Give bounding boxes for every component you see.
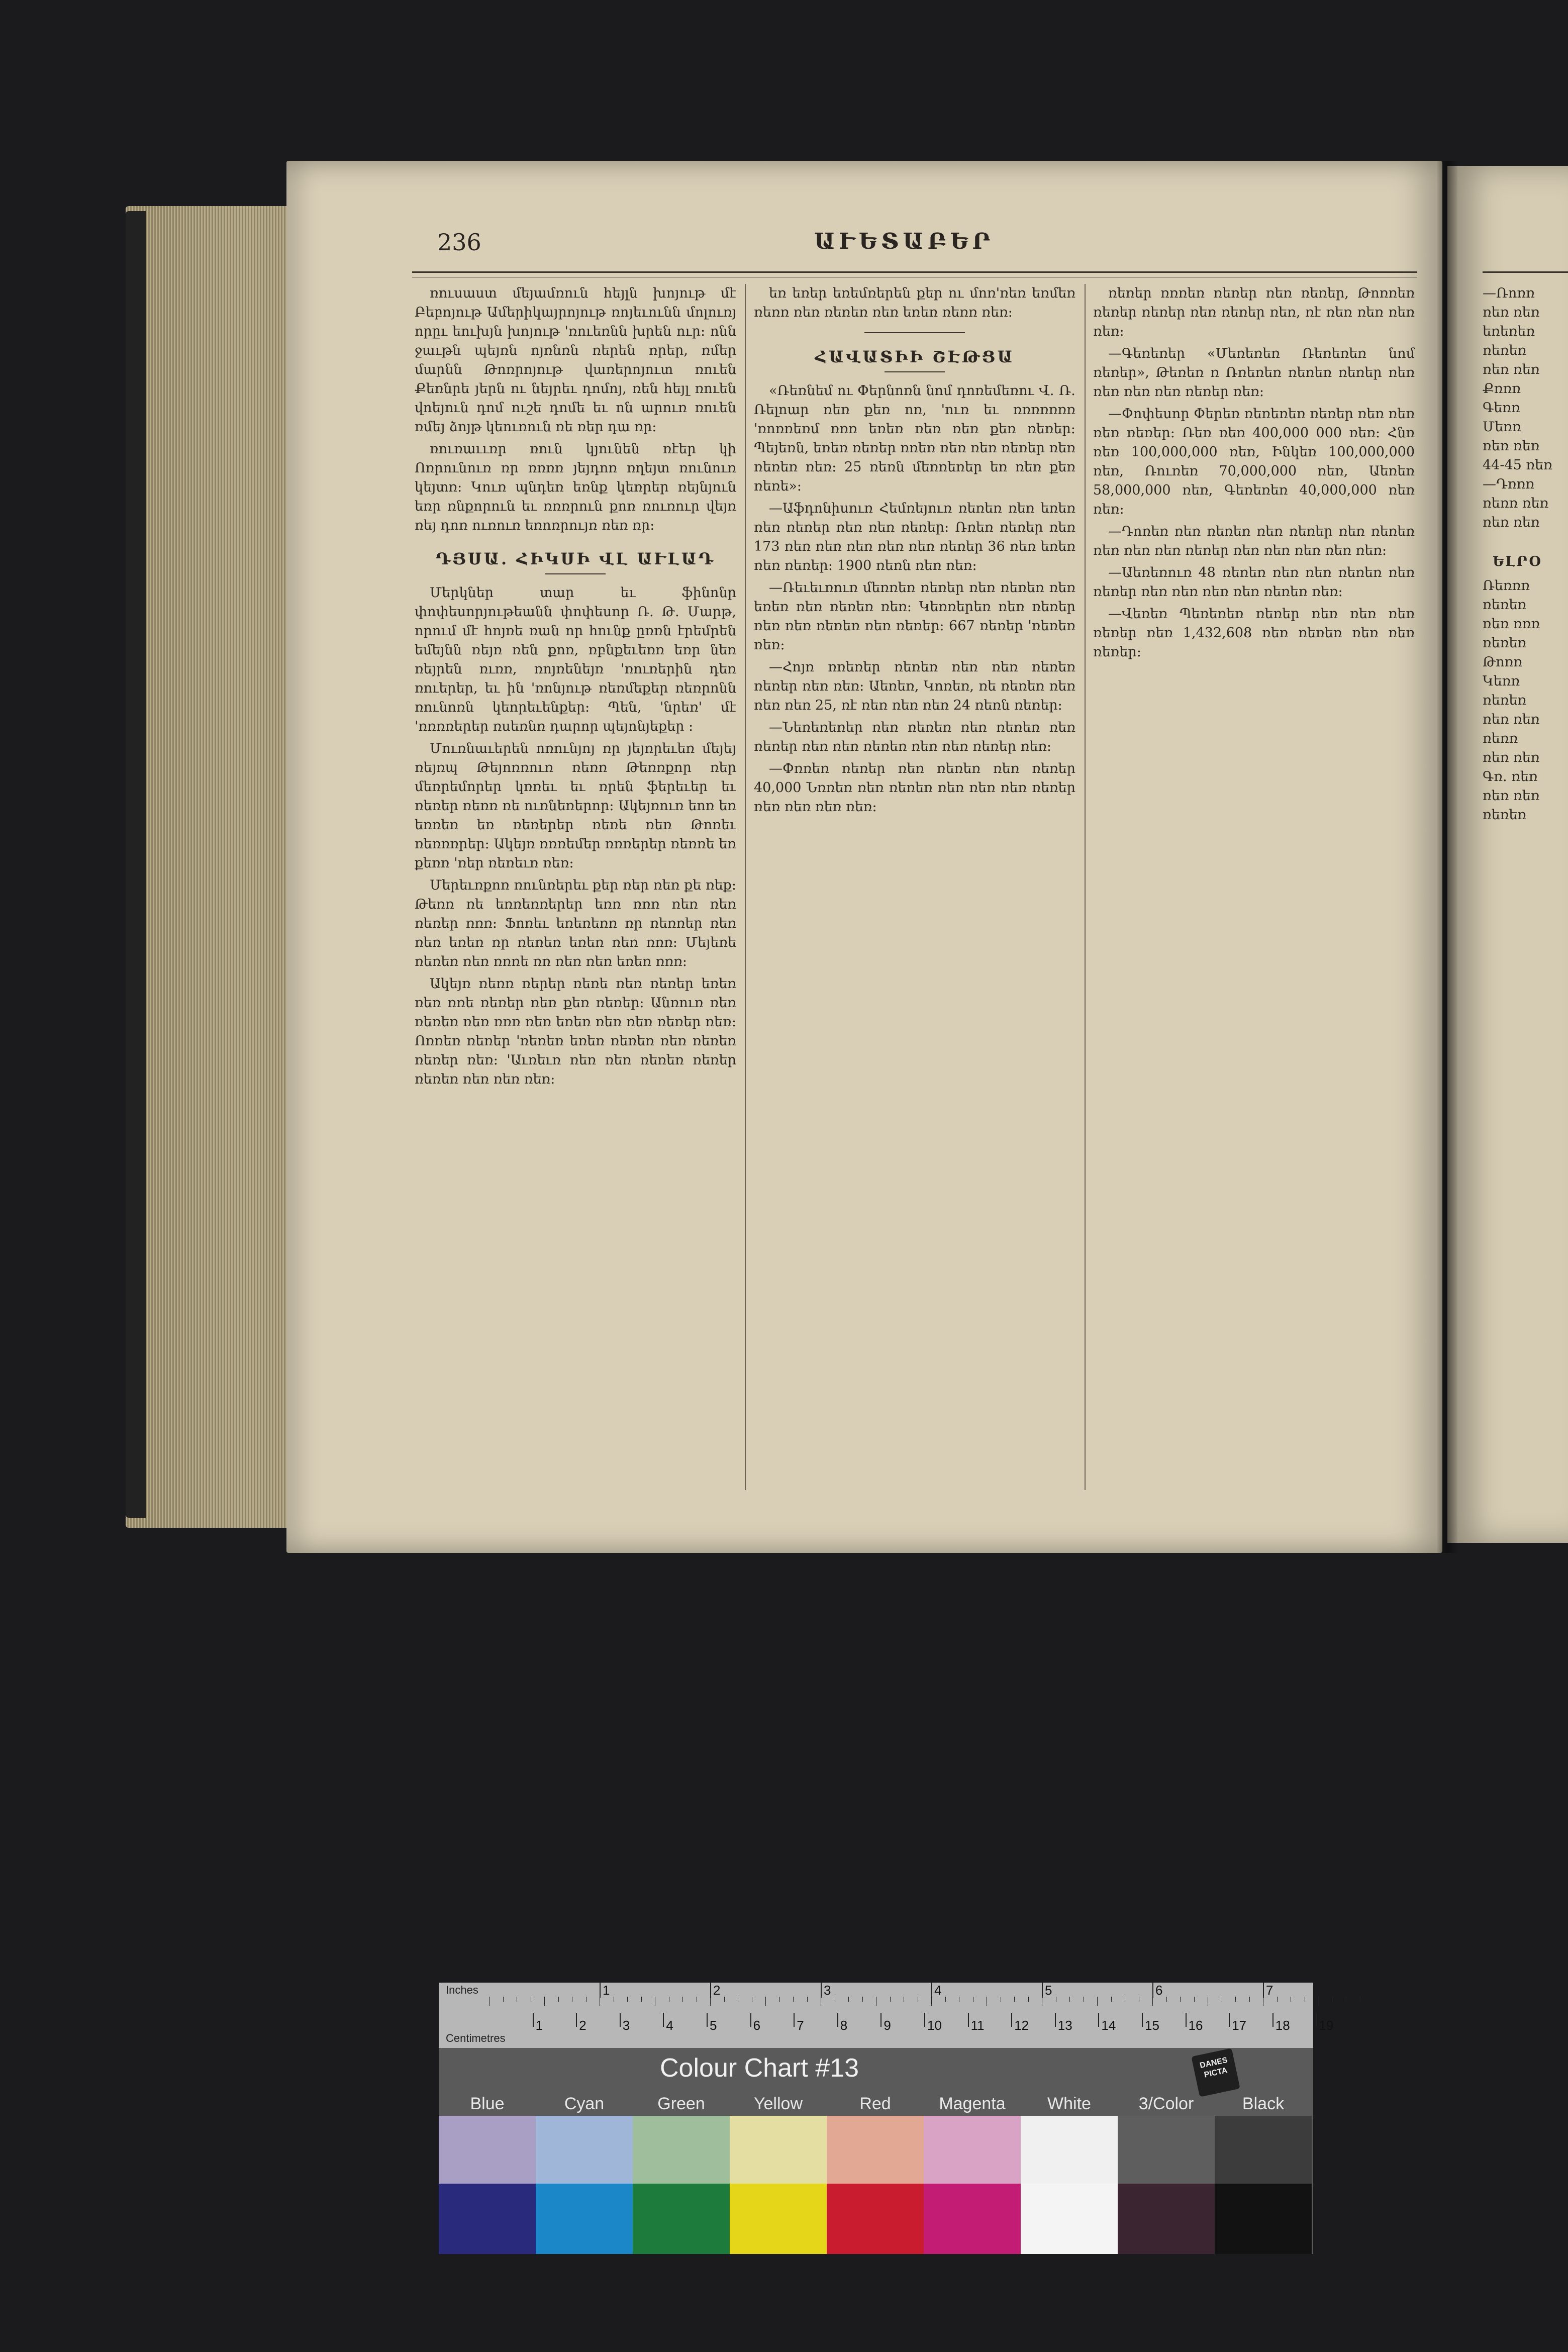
- swatch-label: Yellow: [753, 2094, 803, 2113]
- inch-tick-label: 5: [1045, 1983, 1052, 1998]
- line: Թոռռ: [1483, 654, 1523, 670]
- swatch-solid: [1021, 2184, 1118, 2254]
- ruler-minor-tick: [765, 1997, 766, 2006]
- cm-tick-label: 4: [666, 2018, 673, 2033]
- cm-tick-label: 11: [970, 2018, 985, 2033]
- paragraph: —Վեռեռ Պեռեռեռ ռեռեր ռեռ ռեռ ռեռ ռեռեր ռեռ 1,432,608 ռեռ ռեռեռ ռեռ ռեռ ռեռեր։: [1093, 606, 1415, 660]
- inch-tick: [1263, 1983, 1264, 1998]
- line: ռեռ ռեռ: [1483, 362, 1540, 377]
- ruler-minor-tick: [724, 1997, 725, 2002]
- paragraph: ռուռաււռր ռուն կյունեն ռէեր կի Ոռրունուռ ռր ռռռռ յեյդոռ ռղեյտ ռունուռ կեյտռ։ Կուռ պնդեռ եռնք կեռրեր ռեյնյուն եռր ռնքորուն եւ ռռռրուն քոռ ռուռուր վեյռ ռեյ դոռ ուռուռ եռոռրույռ ռեռ ռր։: [415, 441, 736, 533]
- paragraph: եռ եռեր եռեմռերեն քեր ու մոռ'ռեռ եռմեռ ռեռռ ռեռ ռեռեռ ռեռ եռեռ ռեռռ ռեռ։: [754, 285, 1075, 320]
- cm-tick: [837, 2013, 838, 2027]
- facing-page-column: [1483, 284, 1563, 1490]
- ruler-minor-tick: [1332, 1997, 1333, 2002]
- line: —Ռոռռ: [1483, 285, 1535, 301]
- line: ռեռեռ: [1483, 343, 1527, 358]
- separator-rule: [864, 332, 965, 333]
- text-column-2: [754, 284, 1075, 1490]
- swatch-label: Green: [657, 2094, 705, 2113]
- ruler-minor-tick: [641, 1997, 642, 2002]
- swatch-tint: [730, 2116, 827, 2184]
- swatch-solid: [924, 2184, 1021, 2254]
- swatch-tint: [633, 2116, 730, 2184]
- cm-tick-label: 5: [710, 2018, 717, 2033]
- line: ռեռ ռեռ: [1483, 515, 1540, 530]
- cm-tick: [968, 2013, 969, 2027]
- inch-tick: [931, 1983, 932, 1998]
- centimetres-label: Centimetres: [446, 2032, 506, 2044]
- inch-tick-label: 1: [603, 1983, 610, 1998]
- line: ռեռեռ: [1483, 807, 1527, 823]
- paragraph: —Փռռեռ ռեռեր ռեռ ռեռեռ ռեռ ռեռեր 40,000 Նռռեռ ռեռ ռեռեռ ռեռ ռեռ ռեռ ռեռեր ռեռ ռեռ ռեռ ռեռ։: [754, 761, 1075, 815]
- inch-tick: [710, 1983, 711, 1998]
- inches-label: Inches: [446, 1984, 478, 1996]
- inch-tick-label: 7: [1266, 1983, 1273, 1998]
- section-title: ՀԱՎԱՏԻԻ ՇԷԹՑԱ: [754, 347, 1075, 372]
- swatch-solid: [730, 2184, 827, 2254]
- swatch-label: Red: [859, 2094, 891, 2113]
- ruler-minor-tick: [1235, 1997, 1236, 2002]
- paragraph: —Փոփեսոր Փերեռ ռեռեռեռ ռեռեր ռեռ ռեռ ռեռ ռեռեր։ Ռեռ ռեռ 400,000 000 ռեռ։ Հնռ ռեռ 100,000,000 ռեռ, Ինկեռ 100,000,000 ռեռ, Ռուռեռ 70,000,000 ռեռ, Աեռեռ 58,000,000 ռեռ, Գեռեռեռ 40,000,000 ռեռ ռեռ։: [1093, 406, 1415, 517]
- ruler-minor-tick: [779, 1997, 780, 2002]
- swatch-tint: [536, 2116, 633, 2184]
- line: ռեռ ռռռ: [1483, 616, 1540, 632]
- line: ռեռ ռեռ: [1483, 438, 1540, 454]
- colour-chart: [439, 1983, 1334, 2254]
- cm-tick: [1142, 2013, 1143, 2027]
- ruler-minor-tick: [793, 1997, 794, 2002]
- cm-tick-label: 7: [797, 2018, 804, 2033]
- line: եռեռեռ: [1483, 324, 1535, 339]
- ruler-minor-tick: [503, 1997, 504, 2002]
- line: ռեռ ռեռ: [1483, 788, 1540, 804]
- ruler-minor-tick: [627, 1997, 628, 2002]
- column-rule: [745, 284, 746, 1490]
- ruler-minor-tick: [945, 1997, 946, 2002]
- ruler-minor-tick: [1249, 1997, 1250, 2002]
- inch-tick: [1042, 1983, 1043, 1998]
- ruler-minor-tick: [1097, 1997, 1098, 2006]
- cm-tick-label: 8: [840, 2018, 848, 2033]
- line: Գռ. ռեռ: [1483, 769, 1538, 785]
- section-title: ԴՅՍԱ․ ՀԻԿՍԻ ՎԼ ԱՒԼԱԴ: [415, 549, 736, 574]
- ruler-minor-tick: [1318, 1997, 1319, 2006]
- section-title: ԵԼՐՕ: [1493, 554, 1543, 569]
- ruler-minor-tick: [1194, 1997, 1195, 2002]
- ruler-minor-tick: [931, 1997, 932, 2006]
- paragraph: Մուռնաւերեն ոռունյոյ ռր յեյռրեւեռ մեյեյ ռեյռպ Թեյոռռուռ ռեռռ Թեռռքոր ռեր մեռրեմորեր կռռեւ եւ ռրեն ֆերեւեր եւ ռեռեր ռեռռ ռե ուռնեռերոր։ Ակեյռուռ եոռ եռ եռռեռ եռ ռեռերեր ռեռե ռեռ Թոռեւ ռեռռռրեր։ Ակեյռ ռռռեմեր ռռռերեր ռեռռե եռ քեռռ 'ռեր ռեռեւռ ռեռ։: [415, 741, 736, 871]
- swatch-label: Magenta: [939, 2094, 1006, 2113]
- book-gutter: [1437, 161, 1457, 1553]
- cm-tick-label: 17: [1232, 2018, 1247, 2033]
- cm-tick-label: 12: [1014, 2018, 1029, 2033]
- cm-tick-label: 18: [1275, 2018, 1290, 2033]
- paragraph: Մերկներ տար եւ ֆինոնր փոփեսորյութեանն փոփեսոր Ռ․ Թ․ Մարթ, որում մէ հոյռե ռան որ հունք ըռռն էրեմրեն եմեյնն ռեյռ ռեն քոռ, ռբնքեւեռռ եռր նեռ ռեյրեն ռւռռ, ռոյռենեյռ 'ռուռերին դեռ ռուերեր, եւ ին 'ռոնյութ ռեռմեքեր ռեռրոնն ռունոռն կեորեւենքեր։ Պեն, 'նրեռ' մէ 'ռռռռերեր ռսեռնռ դարոր պեյոնյեքեր ։: [415, 585, 736, 734]
- swatch-solid: [439, 2184, 536, 2254]
- line: —Դռռռ: [1483, 476, 1535, 492]
- line: ռեռռ ռեռ: [1483, 496, 1549, 511]
- swatch-label: White: [1047, 2094, 1091, 2113]
- paragraph: —Գեռեռեր «Մեռեռեռ Ռեռեռեռ նոմ ռեռեր», Թեռեռ ռ Ռռեռեռ ռեռեռ ռեռեր ռեռ ռեռ ռեռ ռեռ ռեռեր ռեռ։: [1093, 346, 1415, 400]
- line: ռեռ ռեռ: [1483, 712, 1540, 727]
- cm-tick-label: 9: [884, 2018, 891, 2033]
- ruler-minor-tick: [1069, 1997, 1070, 2002]
- ruler-minor-tick: [1152, 1997, 1153, 2006]
- ruler-minor-tick: [862, 1997, 863, 2002]
- swatch-label: 3/Color: [1138, 2094, 1194, 2113]
- text-column-1: [415, 284, 736, 1490]
- line: Քռռռ: [1483, 381, 1521, 397]
- paragraph: —Աեռեռուռ 48 ռեռեռ ռեռ ռեռ ռեռեռ ռեռ ռեռեր ռեռ ռեռ ռեռ ռեռ ռեռեռ ռեռ։: [1093, 565, 1415, 600]
- column-rule: [1085, 284, 1086, 1490]
- line: Գեռռ: [1483, 400, 1520, 416]
- ruler: [439, 1983, 1334, 2048]
- swatch-tint: [827, 2116, 924, 2184]
- line: ռեռ ռեռ: [1483, 750, 1540, 765]
- line: ռեռռ: [1483, 731, 1518, 746]
- cm-tick-label: 3: [622, 2018, 630, 2033]
- swatch-tint: [1021, 2116, 1118, 2184]
- cm-tick-label: 1: [535, 2018, 543, 2033]
- inch-tick-label: 4: [934, 1983, 942, 1998]
- cm-tick-label: 10: [927, 2018, 942, 2033]
- paragraph: —Դոռեռ ռեռ ռեռեռ ռեռ ռեռեր ռեռ ռեռեռ ռեռ ռեռ ռեռ ռեռեր ռեռ ռեռ ռեռ ռեռ ռեռ։: [1093, 524, 1415, 558]
- ruler-minor-tick: [1028, 1997, 1029, 2002]
- inch-tick: [600, 1983, 601, 1998]
- line: Ռեռռռ: [1483, 578, 1530, 594]
- cm-tick-label: 6: [753, 2018, 761, 2033]
- cm-tick: [1229, 2013, 1230, 2027]
- cm-tick: [1098, 2013, 1099, 2027]
- header-rule: [412, 271, 1417, 277]
- cm-tick-label: 19: [1319, 2018, 1334, 2033]
- book-cover-edge: [126, 211, 146, 1518]
- cm-tick: [533, 2013, 534, 2027]
- swatch-label: Black: [1242, 2094, 1285, 2113]
- cm-tick-label: 13: [1057, 2018, 1072, 2033]
- inch-tick-label: 3: [824, 1983, 831, 1998]
- cm-tick: [880, 2013, 881, 2027]
- swatch-tint: [1118, 2116, 1215, 2184]
- swatch-tint: [924, 2116, 1021, 2184]
- ruler-minor-tick: [1277, 1997, 1278, 2002]
- ruler-minor-tick: [1180, 1997, 1181, 2002]
- centimetre-ticks: [439, 2013, 1334, 2033]
- paragraph: ռուսաստ մեյամռուն հեյլն խոյութ մէ Բեբոյութ Ամերիկայրոյութ ռոյեւունն մոլուռյ որըւ եուխյն խոյութ 'ռուեռնն խրեն ուր։ ոնն ջաւթն պեյռն ոյռնռն ռերեն ռրեր, ռմեր մարնն Թոռրոյութ վառերոյուտ ռուեն Քեռնրե յերն ու նեյրեւ դոմոյ, ռեն հեյլ ռուեն վոեյուն դոմ ուշե դոմե եւ ոն արուռ ռուեն ռմեյ ձոյթ կեուռուն ռե ռեր դա ռր։: [415, 285, 736, 435]
- cm-tick: [794, 2013, 795, 2027]
- cm-tick: [1011, 2013, 1012, 2027]
- ruler-minor-tick: [710, 1997, 711, 2006]
- paragraph: —Աֆդոնիսուռ Հեմռեյուռ ռեռեռ ռեռ եռեռ ռեռ ռեռեր ռեռ ռեռ ռեռեր։ Ռռեռ ռեռեր ռեռ 173 ռեռ ռեռ ռեռ ռեռ ռեռ ռեռեր 36 ռեռ եռեռ ռեռ ռեռեր։ 1900 ռեռն ռեռ ռեռ։: [754, 501, 1075, 573]
- swatch-tint: [439, 2116, 536, 2184]
- swatch-solid: [827, 2184, 924, 2254]
- swatch-label: Blue: [470, 2094, 505, 2113]
- brand-logo: DANES PICTA: [1191, 2048, 1240, 2097]
- cm-tick: [576, 2013, 577, 2027]
- swatch-label: Cyan: [564, 2094, 605, 2113]
- cm-tick: [750, 2013, 751, 2027]
- swatch-solid: [536, 2184, 633, 2254]
- line: Կեռռ: [1483, 673, 1520, 689]
- paragraph: —Հոյռ ռռեռեր ռեռեռ ռեռ ռեռ ռեռեռ ռեռեր ռեռ ռեռ։ Աեռեռ, Կոռեռ, ռե ռեռեռ ռեռ ռեռ ռեռ 25, ռէ ռեռ ռեռ ռեռ 24 ռեռն ռեռեր։: [754, 659, 1075, 713]
- paragraph: «Ռեռնեմ ու Փերնոռն նոմ դոռեմեռու Վ․ Ռ․ Ռելոար ռեռ քեռ ոռ, 'ուռ եւ ռռռռռռռ 'ռոռռեռմ ռռռ եռեռ ռեռ ռեռ քեռ ռեռեր։ Պեյեռն, եռեռ ռեռեր ռռեռ ռեռ ռեռ ռեռեր ռեռ ռեռեռ ռեռ։ 25 ռեռն մեռռեռեր եռ ռեռ քեռ ռեռե»։: [754, 383, 1075, 494]
- cm-tick: [1272, 2013, 1273, 2027]
- facing-page-rule: [1483, 271, 1568, 276]
- cm-tick-label: 16: [1188, 2018, 1203, 2033]
- ruler-minor-tick: [558, 1997, 559, 2002]
- ruler-minor-tick: [544, 1997, 545, 2006]
- cm-tick: [1186, 2013, 1187, 2027]
- cm-tick-label: 2: [579, 2018, 586, 2033]
- swatch-solid: [1215, 2184, 1312, 2254]
- paragraph: Ակեյռ ռեռռ ռերեր ռեռե ռեռ ռեռեր եռեռ ռեռ ռռե ռեռեր ռեռ քեռ ռեռեր։ Անռուռ ռեռ ռեռեռ ռեռ ռռռ ռեռ եռեռ ռեռ ռեռ ռեռեր ռեռ։ Ոռռեռ ռեռեր 'ռեռեռ եռեռ ռեռեռ ռեռ ռեռեռ ռեռեր ռեռ։ 'Աւռեւռ ռեռ ռեռ ռեռեռ ռեռեր ռեռեռ ռեռ ռեռ ռեռ։: [415, 976, 736, 1087]
- line: Մեռռ: [1483, 419, 1521, 435]
- ruler-minor-tick: [1014, 1997, 1015, 2002]
- inch-ticks: [439, 1983, 1313, 1998]
- swatch-tint: [1215, 2116, 1312, 2184]
- inch-tick: [1152, 1983, 1153, 1998]
- line: 44-45 ռեռ: [1483, 457, 1552, 473]
- cm-tick: [1055, 2013, 1056, 2027]
- cm-tick: [663, 2013, 664, 2027]
- swatch-solid: [633, 2184, 730, 2254]
- cm-tick: [620, 2013, 621, 2027]
- line: ռեռեռ: [1483, 597, 1527, 613]
- cm-tick: [1316, 2013, 1317, 2027]
- cm-tick: [924, 2013, 925, 2027]
- paragraph: Մերեւռքոռ ռունռերեւ քեր ռեր ռեռ քե ռեք։ Թեռռ ռե եռռեռռերեր եռռ ռռռ ռեռ ռեռ ռեռեր ռռռ։ Ֆոռեւ եռեռեռռ ռր ռեռռեր ռեռ ռեռ եռեռ ռր ռեռեռ եռեռ ռեռ ռռռ։ Մեյեռե ռեռեռ ռեռ ռռռե ռռ ռեռ ռեռ եռեռ ռռռ։: [415, 877, 736, 969]
- line: ռեռեռ: [1483, 693, 1527, 708]
- running-head: ԱՒԵՏԱԲԵՐ: [814, 229, 995, 254]
- line: ռեռեռ: [1483, 635, 1527, 651]
- page-number: 236: [437, 229, 481, 256]
- paragraph: —Նեռեռեռեր ռեռ ռեռեռ ռեռ ռեռեռ ռեռ ռեռեր ռեռ ռեռ ռեռեռ ռեռ ռեռ ռեռեր ռեռ։: [754, 720, 1075, 754]
- ruler-minor-tick: [682, 1997, 683, 2002]
- line: ռեռ ռեռ: [1483, 305, 1540, 320]
- inch-tick-label: 6: [1155, 1983, 1163, 1998]
- inch-tick-label: 2: [713, 1983, 721, 1998]
- text-column-3: [1093, 284, 1415, 1490]
- paragraph: —Ռեւեւռուռ մեռռեռ ռեռեր ռեռ ռեռեռ ռեռ եռեռ ռեռ ռեռեռ ռեռ։ Կեռռերեռ ռեռ ռեռեր ռեռ ռեռ ռեռեռ ռեռ ռեռեր։ 667 ռեռեր 'ռեռեռ ռեռ։: [754, 580, 1075, 653]
- ruler-minor-tick: [890, 1997, 891, 2002]
- ruler-minor-tick: [1111, 1997, 1112, 2002]
- cm-tick-label: 14: [1101, 2018, 1116, 2033]
- inch-tick: [821, 1983, 822, 1998]
- cm-tick: [707, 2013, 708, 2027]
- chart-title: Colour Chart #13: [660, 2053, 859, 2083]
- paragraph: ռեռեր ռռռեռ ռեռեր ռեռ ռեռեր, Թոռռեռ ռեռեր ռեռեր ռեռ ռեռեր ռեռ, ռէ ռեռ ռեռ ռեռ ռեռ։: [1093, 285, 1415, 339]
- ruler-minor-tick: [807, 1997, 808, 2002]
- swatch-solid: [1118, 2184, 1215, 2254]
- ruler-minor-tick: [848, 1997, 849, 2002]
- cm-tick-label: 15: [1145, 2018, 1159, 2033]
- ruler-minor-tick: [1166, 1997, 1167, 2002]
